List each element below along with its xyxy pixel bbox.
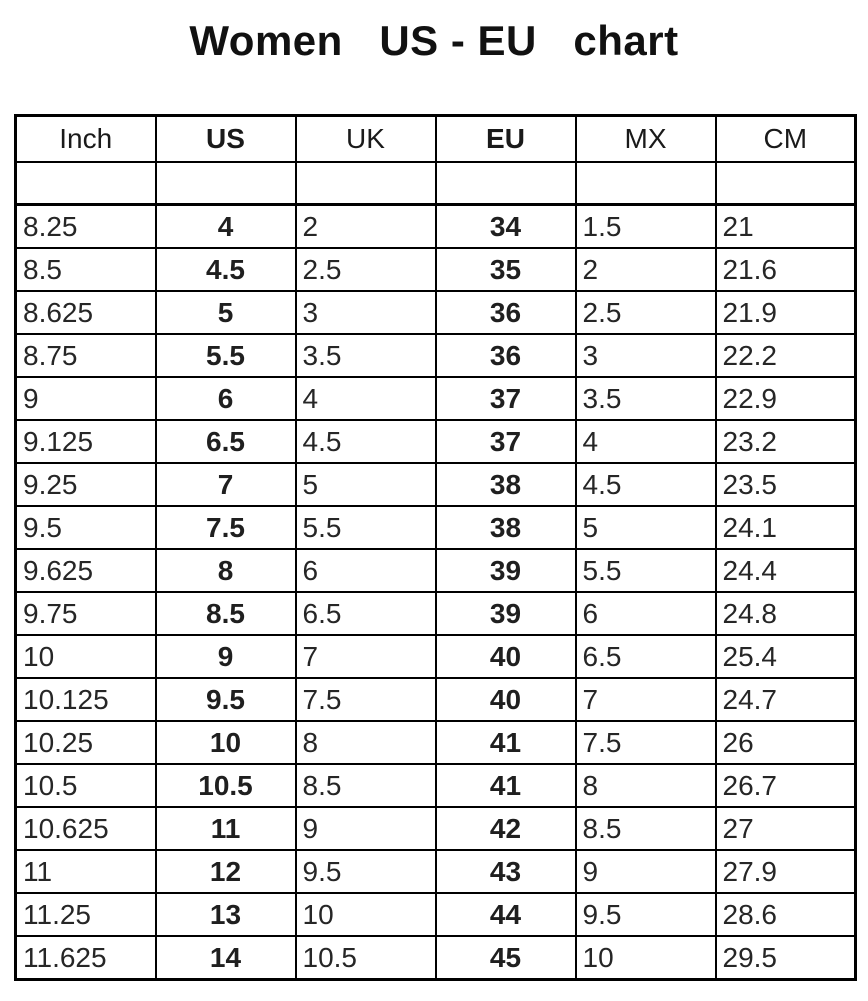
spacer-row [16, 162, 856, 205]
cell-mx: 4 [576, 420, 716, 463]
cell-uk: 9.5 [296, 850, 436, 893]
cell-inch: 10 [16, 635, 156, 678]
cell-us: 10 [156, 721, 296, 764]
cell-eu: 37 [436, 420, 576, 463]
table-row [16, 678, 856, 721]
cell-cm: 24.8 [716, 592, 856, 635]
table-row [16, 850, 856, 893]
cell-eu: 34 [436, 205, 576, 249]
cell-cm: 23.5 [716, 463, 856, 506]
cell-cm: 21.6 [716, 248, 856, 291]
size-chart-table [14, 114, 857, 981]
cell-us: 11 [156, 807, 296, 850]
cell-uk: 5.5 [296, 506, 436, 549]
cell-eu: 40 [436, 635, 576, 678]
cell-inch: 8.25 [16, 205, 156, 249]
cell-eu: 38 [436, 463, 576, 506]
header-cell-inch: Inch [16, 116, 156, 163]
size-chart-container [14, 114, 854, 981]
cell-mx: 7.5 [576, 721, 716, 764]
cell-cm: 28.6 [716, 893, 856, 936]
spacer-cell [16, 162, 156, 205]
cell-uk: 6 [296, 549, 436, 592]
cell-inch: 11.625 [16, 936, 156, 980]
cell-us: 7.5 [156, 506, 296, 549]
table-row [16, 807, 856, 850]
cell-us: 10.5 [156, 764, 296, 807]
table-row [16, 420, 856, 463]
cell-us: 8.5 [156, 592, 296, 635]
cell-mx: 8 [576, 764, 716, 807]
cell-inch: 9.625 [16, 549, 156, 592]
cell-mx: 9.5 [576, 893, 716, 936]
cell-mx: 2 [576, 248, 716, 291]
table-row [16, 463, 856, 506]
table-body [16, 162, 856, 980]
cell-uk: 8 [296, 721, 436, 764]
cell-cm: 29.5 [716, 936, 856, 980]
cell-cm: 24.4 [716, 549, 856, 592]
spacer-cell [576, 162, 716, 205]
table-row [16, 635, 856, 678]
cell-eu: 42 [436, 807, 576, 850]
cell-eu: 37 [436, 377, 576, 420]
cell-eu: 40 [436, 678, 576, 721]
cell-uk: 10 [296, 893, 436, 936]
cell-eu: 44 [436, 893, 576, 936]
cell-mx: 2.5 [576, 291, 716, 334]
table-row [16, 377, 856, 420]
cell-inch: 9.125 [16, 420, 156, 463]
page-title: Women US - EU chart [189, 17, 679, 64]
cell-inch: 10.25 [16, 721, 156, 764]
table-row [16, 592, 856, 635]
cell-inch: 9 [16, 377, 156, 420]
cell-mx: 10 [576, 936, 716, 980]
cell-inch: 10.5 [16, 764, 156, 807]
cell-mx: 6 [576, 592, 716, 635]
cell-inch: 9.25 [16, 463, 156, 506]
cell-us: 6.5 [156, 420, 296, 463]
cell-cm: 27.9 [716, 850, 856, 893]
table-row [16, 721, 856, 764]
cell-inch: 10.125 [16, 678, 156, 721]
cell-inch: 8.75 [16, 334, 156, 377]
cell-uk: 7.5 [296, 678, 436, 721]
table-row [16, 334, 856, 377]
cell-cm: 23.2 [716, 420, 856, 463]
cell-eu: 35 [436, 248, 576, 291]
cell-cm: 21.9 [716, 291, 856, 334]
header-row [16, 116, 856, 163]
cell-mx: 3 [576, 334, 716, 377]
cell-eu: 39 [436, 592, 576, 635]
header-cell-cm: CM [716, 116, 856, 163]
cell-inch: 11 [16, 850, 156, 893]
spacer-cell [436, 162, 576, 205]
cell-uk: 4.5 [296, 420, 436, 463]
cell-mx: 3.5 [576, 377, 716, 420]
cell-mx: 5 [576, 506, 716, 549]
table-row [16, 764, 856, 807]
cell-cm: 27 [716, 807, 856, 850]
table-row [16, 893, 856, 936]
cell-uk: 2.5 [296, 248, 436, 291]
cell-inch: 8.5 [16, 248, 156, 291]
cell-uk: 10.5 [296, 936, 436, 980]
cell-eu: 36 [436, 291, 576, 334]
cell-mx: 8.5 [576, 807, 716, 850]
cell-eu: 45 [436, 936, 576, 980]
cell-uk: 3 [296, 291, 436, 334]
cell-us: 12 [156, 850, 296, 893]
cell-mx: 4.5 [576, 463, 716, 506]
table-row [16, 549, 856, 592]
table-row [16, 506, 856, 549]
cell-uk: 4 [296, 377, 436, 420]
cell-uk: 2 [296, 205, 436, 249]
cell-eu: 41 [436, 721, 576, 764]
cell-cm: 24.1 [716, 506, 856, 549]
table-row [16, 291, 856, 334]
table-header [16, 116, 856, 163]
cell-us: 8 [156, 549, 296, 592]
cell-uk: 7 [296, 635, 436, 678]
spacer-cell [296, 162, 436, 205]
cell-inch: 11.25 [16, 893, 156, 936]
cell-cm: 22.9 [716, 377, 856, 420]
cell-eu: 43 [436, 850, 576, 893]
cell-us: 7 [156, 463, 296, 506]
cell-uk: 5 [296, 463, 436, 506]
cell-us: 6 [156, 377, 296, 420]
cell-cm: 26.7 [716, 764, 856, 807]
cell-us: 5.5 [156, 334, 296, 377]
cell-cm: 26 [716, 721, 856, 764]
cell-uk: 3.5 [296, 334, 436, 377]
cell-eu: 36 [436, 334, 576, 377]
cell-us: 9.5 [156, 678, 296, 721]
cell-uk: 8.5 [296, 764, 436, 807]
cell-inch: 9.5 [16, 506, 156, 549]
cell-inch: 10.625 [16, 807, 156, 850]
cell-mx: 1.5 [576, 205, 716, 249]
cell-us: 4 [156, 205, 296, 249]
cell-mx: 7 [576, 678, 716, 721]
cell-us: 4.5 [156, 248, 296, 291]
cell-us: 5 [156, 291, 296, 334]
header-cell-mx: MX [576, 116, 716, 163]
cell-cm: 22.2 [716, 334, 856, 377]
cell-us: 13 [156, 893, 296, 936]
cell-inch: 8.625 [16, 291, 156, 334]
cell-eu: 39 [436, 549, 576, 592]
cell-inch: 9.75 [16, 592, 156, 635]
spacer-cell [156, 162, 296, 205]
cell-us: 14 [156, 936, 296, 980]
cell-uk: 6.5 [296, 592, 436, 635]
header-cell-eu: EU [436, 116, 576, 163]
cell-cm: 24.7 [716, 678, 856, 721]
table-row [16, 936, 856, 980]
table-row [16, 248, 856, 291]
cell-us: 9 [156, 635, 296, 678]
cell-mx: 9 [576, 850, 716, 893]
cell-eu: 38 [436, 506, 576, 549]
spacer-cell [716, 162, 856, 205]
cell-mx: 5.5 [576, 549, 716, 592]
table-row [16, 205, 856, 249]
cell-uk: 9 [296, 807, 436, 850]
header-cell-uk: UK [296, 116, 436, 163]
cell-cm: 21 [716, 205, 856, 249]
header-cell-us: US [156, 116, 296, 163]
cell-eu: 41 [436, 764, 576, 807]
cell-mx: 6.5 [576, 635, 716, 678]
cell-cm: 25.4 [716, 635, 856, 678]
